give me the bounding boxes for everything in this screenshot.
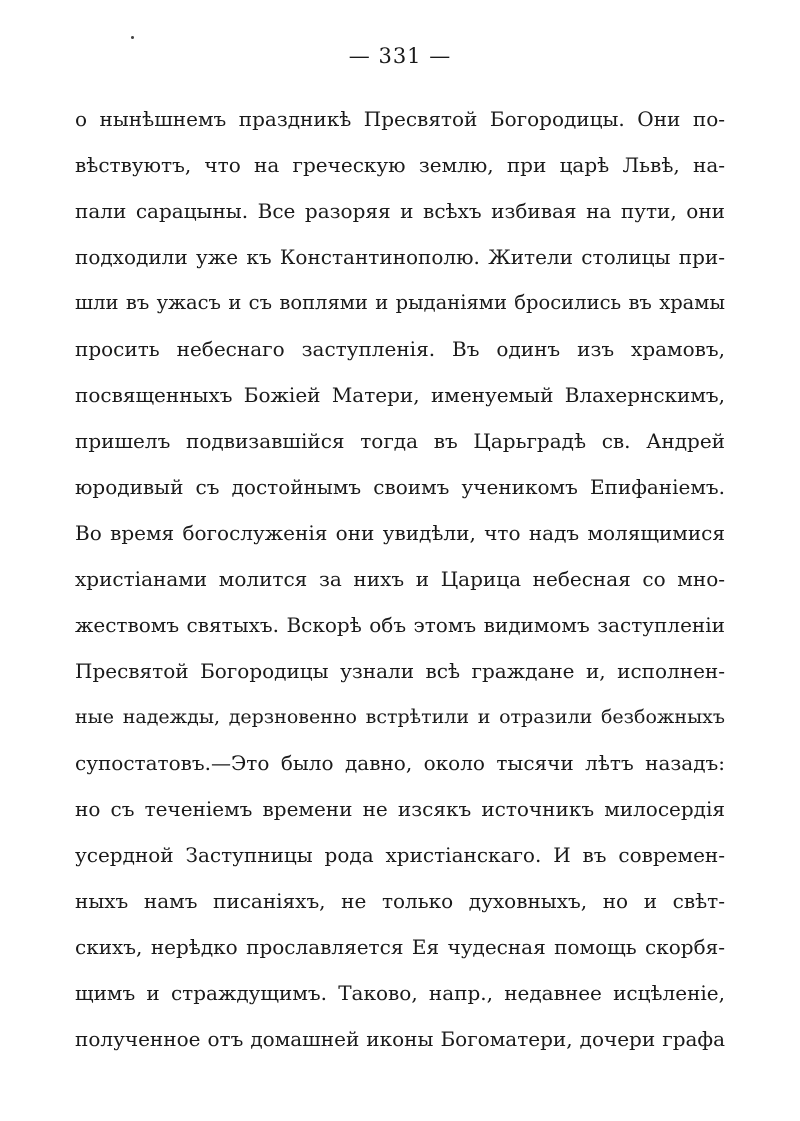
body-text bbox=[75, 96, 725, 1062]
text-line: шли въ ужасъ и съ воплями и рыданіями бросились въ храмы bbox=[75, 291, 725, 314]
text-line: пали сарацыны. Все разоряя и всѣхъ избивая на пути, они bbox=[75, 199, 725, 223]
text-line: усердной Заступницы рода христіанскаго. И въ современ- bbox=[75, 843, 725, 867]
text-line: Пресвятой Богородицы узнали всѣ граждане и, исполнен- bbox=[75, 659, 725, 683]
text-line: супостатовъ.—Это было давно, около тысячи лѣтъ назадъ: bbox=[75, 751, 725, 775]
text-line: Во время богослуженія они увидѣли, что надъ молящимися bbox=[75, 521, 725, 545]
text-line: но съ теченіемъ времени не изсякъ источникъ милосердія bbox=[75, 797, 725, 821]
text-line: о нынѣшнемъ праздникѣ Пресвятой Богородицы. Они по- bbox=[75, 107, 725, 131]
text-line: вѣствуютъ, что на греческую землю, при царѣ Львѣ, на- bbox=[75, 153, 725, 177]
text-line: ные надежды, дерзновенно встрѣтили и отразили безбожныхъ bbox=[75, 706, 725, 728]
text-line: ныхъ намъ писаніяхъ, не только духовныхъ, но и свѣт- bbox=[75, 889, 725, 913]
text-line: посвященныхъ Божіей Матери, именуемый Влахернскимъ, bbox=[75, 383, 725, 407]
page-number: — 331 — bbox=[348, 44, 452, 68]
text-line: скихъ, нерѣдко прославляется Ея чудесная помощь скорбя- bbox=[75, 935, 725, 959]
text-line: подходили уже къ Константинополю. Жители столицы при- bbox=[75, 245, 725, 269]
text-line: христіанами молится за нихъ и Царица небесная со мно- bbox=[75, 567, 725, 591]
text-line: полученное отъ домашней иконы Богоматери, дочери графа bbox=[75, 1027, 725, 1051]
text-line: просить небеснаго заступленія. Въ одинъ изъ храмовъ, bbox=[75, 337, 725, 361]
text-line: пришелъ подвизавшійся тогда въ Царьградѣ св. Андрей bbox=[75, 429, 725, 453]
text-line: щимъ и страждущимъ. Таково, напр., недавнее исцѣленіе, bbox=[75, 981, 725, 1005]
text-line: юродивый съ достойнымъ своимъ ученикомъ Епифаніемъ. bbox=[75, 475, 725, 499]
print-speck bbox=[131, 36, 134, 39]
text-line: жествомъ святыхъ. Вскорѣ объ этомъ видимомъ заступленіи bbox=[75, 613, 725, 637]
